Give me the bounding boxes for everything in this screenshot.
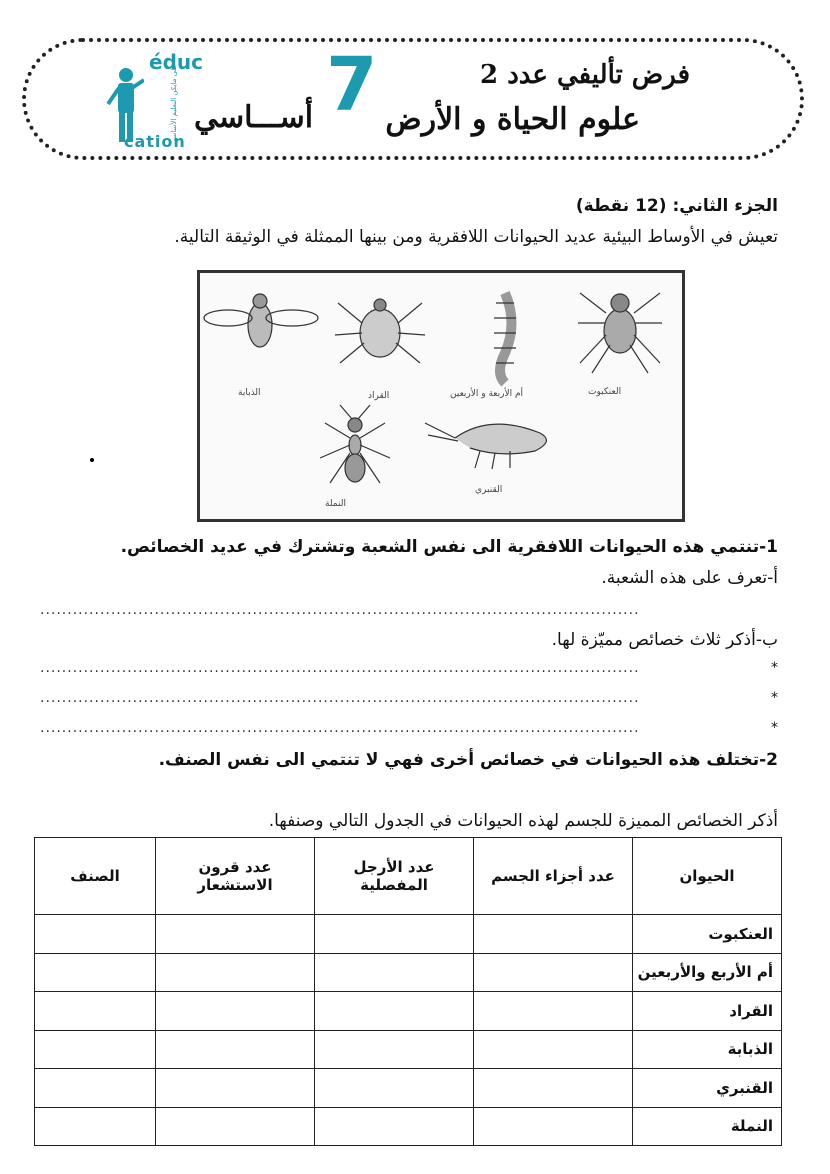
table-row: [35, 915, 782, 954]
cell-antennae[interactable]: [156, 992, 315, 1031]
stray-mark: [90, 458, 94, 462]
spider-drawing: [578, 293, 662, 373]
caption-tick: القراد: [368, 391, 390, 401]
exam-title: فرض تأليفي عدد 2: [480, 60, 690, 90]
cell-class[interactable]: [35, 1030, 156, 1069]
caption-millipede: أم الأربعة و الأربعين: [450, 389, 524, 399]
cell-class[interactable]: [35, 953, 156, 992]
question-1b: ب-أذكر ثلاث خصائص مميّزة لها.: [551, 630, 778, 650]
logo-letters: éduc: [149, 50, 203, 74]
table-row: [35, 953, 782, 992]
logo-side-text: على مايكن التعليم الأساسي: [170, 64, 178, 145]
part-intro: تعيش في الأوساط البيئية عديد الحيوانات اللافقرية ومن بينها الممثلة في الوثيقة التالية.: [174, 227, 778, 247]
col-header-animal: الحيوان: [633, 838, 782, 915]
animal-name: أم الأربع والأربعين: [633, 953, 782, 992]
caption-shrimp: القنبري: [475, 485, 503, 495]
question-1: 1-تنتمي هذه الحيوانات اللافقرية الى نفس الشعبة وتشترك في عديد الخصائص.: [120, 537, 778, 557]
cell-antennae[interactable]: [156, 1030, 315, 1069]
animal-name: النملة: [633, 1107, 782, 1146]
logo: [104, 50, 204, 164]
cell-class[interactable]: [35, 915, 156, 954]
cell-legs[interactable]: [315, 992, 474, 1031]
answer-line-1a[interactable]: ..............................................................................................................: [40, 602, 640, 618]
fly-drawing: [204, 294, 318, 347]
cell-class[interactable]: [35, 1069, 156, 1108]
cell-antennae[interactable]: [156, 915, 315, 954]
question-2: 2-تختلف هذه الحيوانات في خصائص أخرى فهي لا تنتمي الى نفس الصنف.: [158, 750, 778, 770]
cell-antennae[interactable]: [156, 953, 315, 992]
cell-body-parts[interactable]: [474, 953, 633, 992]
cell-legs[interactable]: [315, 1030, 474, 1069]
caption-fly: الذبابة: [238, 388, 261, 398]
col-header-antennae: عدد قرون الاستشعار: [156, 838, 315, 915]
cell-class[interactable]: [35, 1107, 156, 1146]
caption-spider: العنكبوت: [588, 387, 622, 397]
millipede-drawing: [494, 293, 516, 383]
shrimp-drawing: [425, 423, 546, 469]
cell-antennae[interactable]: [156, 1069, 315, 1108]
animal-name: العنكبوت: [633, 915, 782, 954]
cell-legs[interactable]: [315, 915, 474, 954]
bullet-3: *: [771, 720, 778, 736]
subject-title: علوم الحياة و الأرض: [385, 102, 640, 137]
table-row: [35, 1069, 782, 1108]
animals-figure: [197, 270, 685, 522]
animal-name: الذبابة: [633, 1030, 782, 1069]
answer-line-1b-3[interactable]: ..............................................................................................................: [40, 720, 640, 736]
tick-drawing: [335, 299, 425, 363]
logo-word: cation: [124, 132, 186, 151]
cell-class[interactable]: [35, 992, 156, 1031]
col-header-body-parts: عدد أجزاء الجسم: [474, 838, 633, 915]
caption-ant: النملة: [325, 499, 346, 509]
animal-name: القراد: [633, 992, 782, 1031]
cell-body-parts[interactable]: [474, 1069, 633, 1108]
bullet-2: *: [771, 690, 778, 706]
bullet-1: *: [771, 660, 778, 676]
cell-body-parts[interactable]: [474, 992, 633, 1031]
cell-legs[interactable]: [315, 1107, 474, 1146]
classification-table: [34, 837, 782, 1146]
question-1a: أ-تعرف على هذه الشعبة.: [601, 568, 778, 588]
table-row: [35, 1030, 782, 1069]
question-2-instruction: أذكر الخصائص المميزة للجسم لهذه الحيوانات في الجدول التالي وصنفها.: [268, 811, 778, 831]
part-title: الجزء الثاني: (12 نقطة): [575, 196, 778, 216]
grade-word: أســـاسي: [194, 100, 314, 135]
cell-body-parts[interactable]: [474, 915, 633, 954]
cell-legs[interactable]: [315, 1069, 474, 1108]
animal-name: القنبري: [633, 1069, 782, 1108]
table-row: [35, 1107, 782, 1146]
header-frame: [22, 38, 804, 160]
table-header-row: [35, 838, 782, 915]
col-header-class: الصنف: [35, 838, 156, 915]
table-row: [35, 992, 782, 1031]
ant-drawing: [320, 405, 390, 483]
cell-body-parts[interactable]: [474, 1107, 633, 1146]
cell-body-parts[interactable]: [474, 1030, 633, 1069]
col-header-legs: عدد الأرجل المفصلية: [315, 838, 474, 915]
cell-antennae[interactable]: [156, 1107, 315, 1146]
grade-number: 7: [326, 42, 378, 128]
answer-line-1b-1[interactable]: ..............................................................................................................: [40, 660, 640, 676]
cell-legs[interactable]: [315, 953, 474, 992]
answer-line-1b-2[interactable]: ..............................................................................................................: [40, 690, 640, 706]
